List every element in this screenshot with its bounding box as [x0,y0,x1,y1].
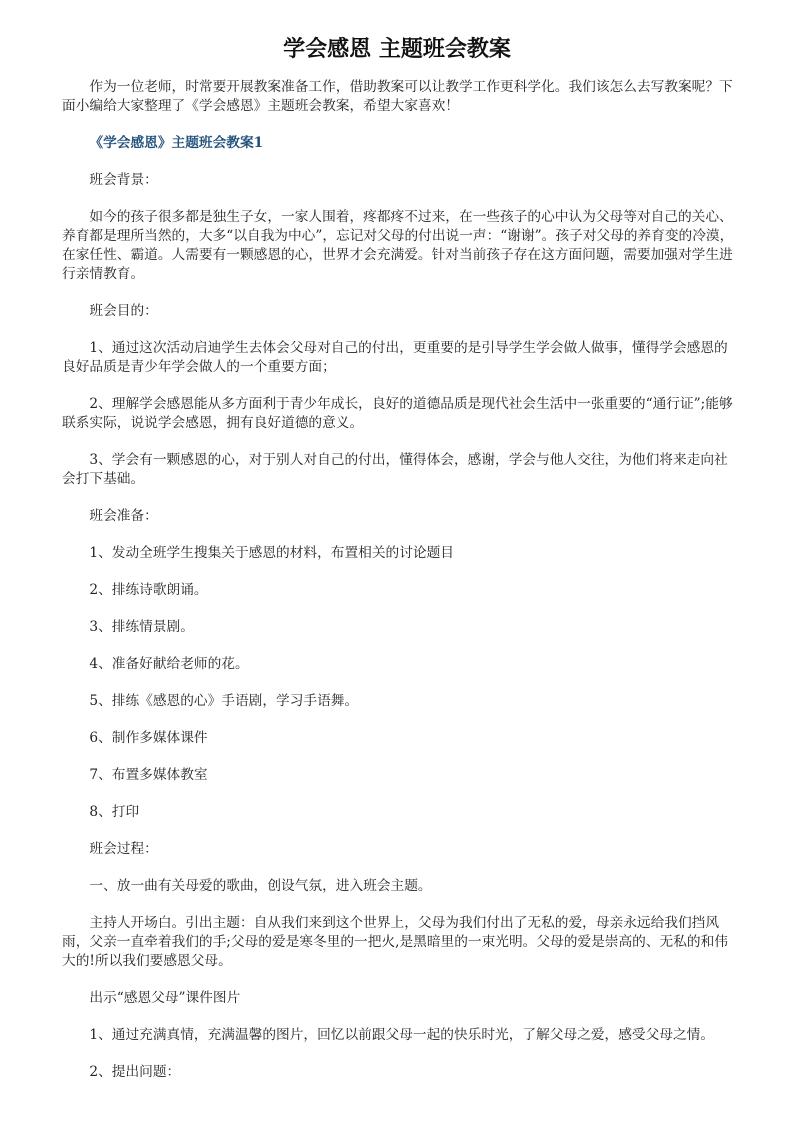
paragraph: 班会目的： [89,303,158,319]
document-title: 学会感恩 主题班会教案 [283,37,511,62]
paragraph: 6、制作多媒体课件 [89,730,208,746]
paragraph: 3、学会有一颗感恩的心，对于别人对自己的付出，懂得体会，感谢，学会与他人交往，为他们将来走向社会打下基础。 [62,452,728,487]
paragraph: 2、提出问题： [89,1064,181,1080]
paragraph: 作为一位老师，时常要开展教案准备工作，借助教案可以让教学工作更科学化。我们该怎么去写教案呢？下面小编给大家整理了《学会感恩》主题班会教案，希望大家喜欢！ [62,79,733,114]
paragraph: 1、通过这次活动启迪学生去体会父母对自己的付出，更重要的是引导学生学会做人做事，懂得学会感恩的良好品质是青少年学会做人的一个重要方面； [62,340,728,375]
document-body [62,78,734,1100]
paragraph: 4、准备好献给老师的花。 [89,656,249,672]
paragraph: 8、打印 [89,804,140,820]
paragraph: 7、布置多媒体教室 [89,767,208,783]
paragraph: 3、排练情景剧。 [89,619,194,635]
paragraph: 5、排练《感恩的心》手语剧，学习手语舞。 [89,693,359,709]
paragraph: 2、理解学会感恩能从多方面利于青少年成长，良好的道德品质是现代社会生活中一张重要的“通行证”;能够联系实际，说说学会感恩，拥有良好道德的意义。 [62,396,733,431]
paragraph: 1、发动全班学生搜集关于感恩的材料，布置相关的讨论题目 [89,545,454,561]
paragraph: 如今的孩子很多都是独生子女，一家人围着，疼都疼不过来，在一些孩子的心中认为父母等对自己的关心、养育都是理所当然的，大多“以自我为中心”，忘记对父母的付出说一声：“谢谢”。孩子对父母的养育变的冷漠，在家任性、霸道。人需要有一颗感恩的心，世界才会充满爱。针对当前孩子存在这方面问题，需要加强对学生进行亲情教育。 [62,209,734,282]
paragraph: 班会准备： [89,508,158,524]
paragraph: 1、通过充满真情，充满温馨的图片，回忆以前跟父母一起的快乐时光，了解父母之爱，感受父母之情。 [89,1027,715,1043]
paragraph: 出示“感恩父母”课件图片 [89,990,241,1006]
paragraph: 主持人开场白。引出主题：自从我们来到这个世界上，父母为我们付出了无私的爱，母亲永远给我们挡风雨，父亲一直牵着我们的手;父母的爱是寒冬里的一把火,是黑暗里的一束光明。父母的爱是崇高的、无私的和伟大的!所以我们要感恩父母。 [62,915,728,969]
paragraph: 班会过程： [89,841,158,857]
paragraph: 2、排练诗歌朗诵。 [89,582,208,598]
paragraph: 一、放一曲有关母爱的歌曲，创设气氛，进入班会主题。 [89,878,432,894]
section-heading: 《学会感恩》主题班会教案1 [89,135,264,151]
paragraph: 班会背景： [89,172,158,188]
